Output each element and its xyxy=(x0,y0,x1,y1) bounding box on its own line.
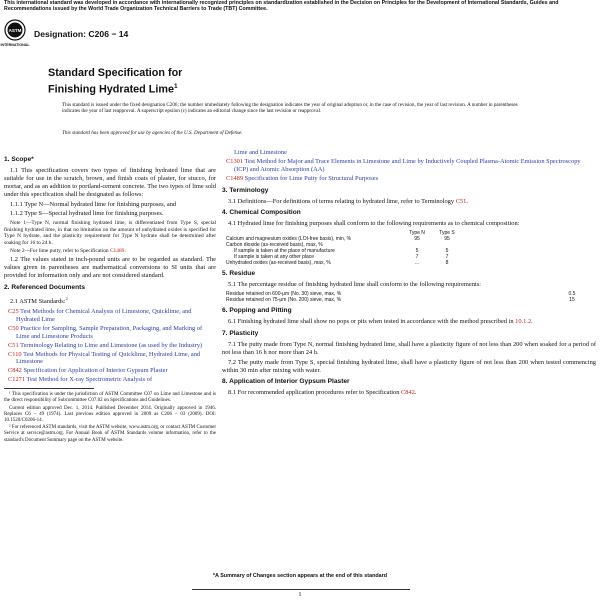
dod-approval: This standard has been approved for use by agencies of the U.S. Department of Defense. xyxy=(62,130,243,136)
page-footer-rule xyxy=(192,589,410,590)
c51-link[interactable]: C51 xyxy=(455,197,467,205)
designation: Designation: C206 − 14 xyxy=(34,29,129,39)
section-5-heading: 5. Residue xyxy=(222,270,255,278)
ref-c1271-cont: Lime and Limestone xyxy=(234,149,287,156)
para-4-1: 4.1 Hydrated lime for finishing purposes shall conform to the following requirements as to chemical composition: xyxy=(228,220,520,228)
summary-of-changes-note: *A Summary of Changes section appears at the end of this standard xyxy=(212,573,388,579)
note-2: Note 2—For lime putty, refer to Specification C1489. xyxy=(10,247,126,254)
section-2-heading: 2. Referenced Documents xyxy=(4,284,85,292)
para-2-1: 2.1 ASTM Standards:$^2$ xyxy=(10,296,68,306)
ref-10-1-2-link[interactable]: 10.1.2 xyxy=(515,317,532,325)
ref-c51[interactable]: C51 Terminology Relating to Lime and Limestone (as used by the Industry) xyxy=(8,341,203,349)
ref-c1271[interactable]: C1271 Test Method for X-ray Spectrometric Analysis of xyxy=(8,376,153,384)
table-row: Calcium and magnesium oxides (LOI-free basis), min, % 95 95 xyxy=(226,236,450,243)
document-title xyxy=(48,67,182,97)
ref-c25[interactable]: C25 Test Methods for Chemical Analysis of Limestone, Quicklime, and Hydrated Lime xyxy=(8,308,192,323)
logo-text: INTERNATIONAL xyxy=(0,43,30,47)
para-7-2: 7.2 The putty made from Type S, special finishing hydrated lime, shall have a plasticity figure of not less than 200 when tested commencing within 30 min after mixing with water. xyxy=(222,358,596,374)
table-row: Unhydrated oxides (as-received basis), max, % ... 8 xyxy=(226,260,449,267)
footnote-1: ¹ This specification is under the jurisdiction of ASTM Committee C07 on Lime and Limestone and is the direct responsibility of Subcommittee C07.02 on Specifications and Guidelines. xyxy=(4,392,216,404)
para-5-1: 5.1 The percentage residue of finishing hydrated lime shall conform to the following requirements: xyxy=(228,281,481,289)
logo-mark: ASTM xyxy=(8,28,22,33)
section-4-heading: 4. Chemical Composition xyxy=(222,209,301,217)
section-1-heading: 1. Scope* xyxy=(4,156,34,163)
right-column xyxy=(222,149,596,399)
footnote-2: ² For referenced ASTM standards, visit the ASTM website, www.astm.org, or contact ASTM Customer Service at service@astm.org. For Annual Book of ASTM Standards volume information, refer to the standard's Document Summary page on the ASTM website. xyxy=(4,425,216,443)
ref-c1301[interactable]: C1301 Test Method for Major and Trace Elements in Limestone and Lime by Inductively Coupled Plasma-Atomic Emission Spectroscopy (ICP) and Atomic Absorption (AA) xyxy=(226,157,581,173)
para-7-1: 7.1 The putty made from Type N, normal finishing hydrated lime, shall have a plasticity figure of not less than 200 when soaked for a period of not less than 16 h nor more than 24 h. xyxy=(222,340,596,356)
footnote-rule xyxy=(4,388,94,389)
title-footnote-mark: 1 xyxy=(173,83,178,90)
residue-table xyxy=(226,291,592,303)
section-6-heading: 6. Popping and Pitting xyxy=(222,307,292,315)
chemical-composition-table xyxy=(226,230,462,266)
para-1-2: 1.2 The values stated in inch-pound units are to be regarded as standard. The values given in parentheses are mathematical conversions to SI units that are provided for information only and are not considered standard. xyxy=(4,256,216,280)
table-row: If sample is taken at any other place 7 7 xyxy=(234,254,449,261)
para-8-1: 8.1 For recommended application procedures refer to Specification C842. xyxy=(228,389,417,397)
footnote-2-link[interactable]: 2 xyxy=(65,296,68,301)
section-3-heading: 3. Terminology xyxy=(222,186,269,194)
para-1-1-1: 1.1.1 Type N—Normal hydrated lime for finishing purposes, and xyxy=(10,200,177,208)
table-row: Carbon dioxide (as-received basis), max, % xyxy=(226,242,323,249)
section-7-heading: 7. Plasticity xyxy=(222,329,259,337)
ref-c50[interactable]: C50 Practice for Sampling, Sample Preparation, Packaging, and Marking of Lime and Limestone Products xyxy=(8,324,203,340)
issued-statement: This standard is issued under the fixed designation C206; the number immediately following the designation indicates the year of original adoption or, in the case of revision, the year of last revision. A number in parentheses indicates the year of last reapproval. A superscript epsilon (ε) indicates an editorial change since the last revision or reapproval. xyxy=(62,102,518,115)
footnote-1-edition: Current edition approved Dec. 1, 2014. Published December 2014. Originally approved in 1946. Replaces C6 – 49 (1974). Last previous edition approved in 2009 as C206 – 03 (2009). DOI: 10.1520/C0206-14. xyxy=(4,405,216,423)
ref-c110[interactable]: C110 Test Methods for Physical Testing of Quicklime, Hydrated Lime, and Limestone xyxy=(8,350,201,366)
astm-logo-icon xyxy=(0,18,30,52)
ref-c842[interactable]: C842 Specification for Application of Interior Gypsum Plaster xyxy=(8,367,168,375)
table-row: If sample is taken at the place of manufacture 5 5 xyxy=(234,248,449,255)
c842-link[interactable]: C842 xyxy=(401,389,415,397)
left-column xyxy=(4,152,216,445)
note-1: Note 1—Type N, normal finishing hydrated lime, is differentiated from Type S, special finishing hydrated lime, in that no limitation on the amount of unhydrated oxides is specified for Type N hydrate, and the plasticity requirement for Type N hydrate shall be determined after soaking for 16 to 24 h. xyxy=(4,220,216,246)
para-1-1: 1.1 This specification covers two types of finishing hydrated lime that are suitable for use in the scratch, brown, and finish coats of plaster, for stucco, for mortar, and as an addition to portland-cement concrete. The two types of lime sold under this specification shall be designated as follows: xyxy=(4,166,216,198)
table-header-row: Type N Type S xyxy=(409,230,455,237)
tbt-notice: This international standard was developed in accordance with internationally recognized principles on standardization established in the Decision on Principles for the Development of International Standards, Guides and Recommendations issued by the World Trade Organization Technical Barriers to Trade (TBT) Committee. xyxy=(4,0,559,13)
title-line-1: Standard Specification for xyxy=(48,67,183,79)
table-row: Residue retained on 600-μm (No. 30) sieve, max, % 0.5 xyxy=(226,291,576,298)
page-number: 1 xyxy=(298,591,302,598)
para-6-1: 6.1 Finishing hydrated lime shall show no pops or pits when tested in accordance with the method prescribed in 10.1.2. xyxy=(228,317,533,325)
ref-c1489[interactable]: C1489 Specification for Lime Putty for Structural Purposes xyxy=(226,174,379,182)
para-1-1-2: 1.1.2 Type S—Special hydrated lime for finishing purposes. xyxy=(10,210,164,218)
table-row: Residue retained on 75-μm (No. 200) sieve, max, % 15 xyxy=(226,297,575,304)
para-3-1: 3.1 Definitions—For definitions of terms relating to hydrated lime, refer to Terminology C51. xyxy=(228,197,468,205)
section-8-heading: 8. Application of Interior Gypsum Plaster xyxy=(222,378,350,386)
c1489-link[interactable]: C1489 xyxy=(109,247,125,254)
title-line-2: Finishing Hydrated Lime xyxy=(48,83,174,96)
